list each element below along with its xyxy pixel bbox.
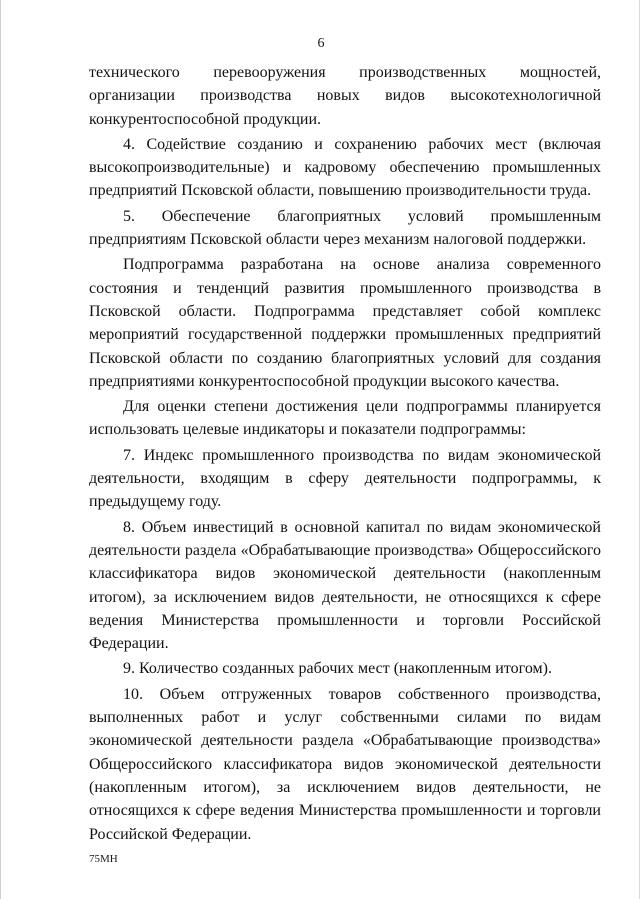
paragraph-indicator-8: 8. Объем инвестиций в основной капитал по видам экономической деятельности раздела «Обрабатывающие производства» Общероссийского классификатора видов экономической деятельности (накопленным итогом), за исключением видов деятельности, не относящихся к сфере ведения Министерства промышленности и торговли Российской Федерации. — [89, 518, 601, 653]
paragraph-indicator-7: 7. Индекс промышленного производства по видам экономической деятельности, входящим в сферу деятельности подпрограммы, к предыдущему году. — [89, 446, 601, 511]
document-body — [89, 61, 601, 846]
paragraph-subprogram-basis: Подпрограмма разработана на основе анализа современного состояния и тенденций развития промышленного производства в Псковской области. Подпрограмма представляет собой комплекс мероприятий государственной поддержки промышленных предприятий Псковской области по созданию благоприятных условий для создания предприятиями конкурентоспособной продукции высокого качества. — [89, 256, 601, 390]
page-number: 6 — [317, 36, 325, 51]
paragraph-continuation: технического перевооружения производственных мощностей, организации производства новых видов высокотехнологичной конкурентоспособной продукции. — [89, 64, 601, 128]
paragraph-item-4: 4. Содействие созданию и сохранению рабочих мест (включая высокопроизводительные) и кадровому обеспечению промышленных предприятий Псковской области, повышению производительности труда. — [89, 135, 601, 200]
paragraph-indicator-10: 10. Объем отгруженных товаров собственного производства, выполненных работ и услуг собственными силами по видам экономической деятельности раздела «Обрабатывающие производства» Общероссийского классификатора видов экономической деятельности (накопленным итогом), за исключением видов деятельности, не относящихся к сфере ведения Министерства промышленности и торговли Российской Федерации. — [89, 685, 601, 843]
footer-code: 75МН — [89, 853, 118, 865]
paragraph-indicator-9: 9. Количество созданных рабочих мест (накопленным итогом). — [123, 660, 552, 678]
paragraph-item-5: 5. Обеспечение благоприятных условий промышленным предприятиям Псковской области через механизм налоговой поддержки. — [89, 207, 601, 249]
paragraph-indicators-intro: Для оценки степени достижения цели подпрограммы планируется использовать целевые индикаторы и показатели подпрограммы: — [89, 398, 601, 439]
